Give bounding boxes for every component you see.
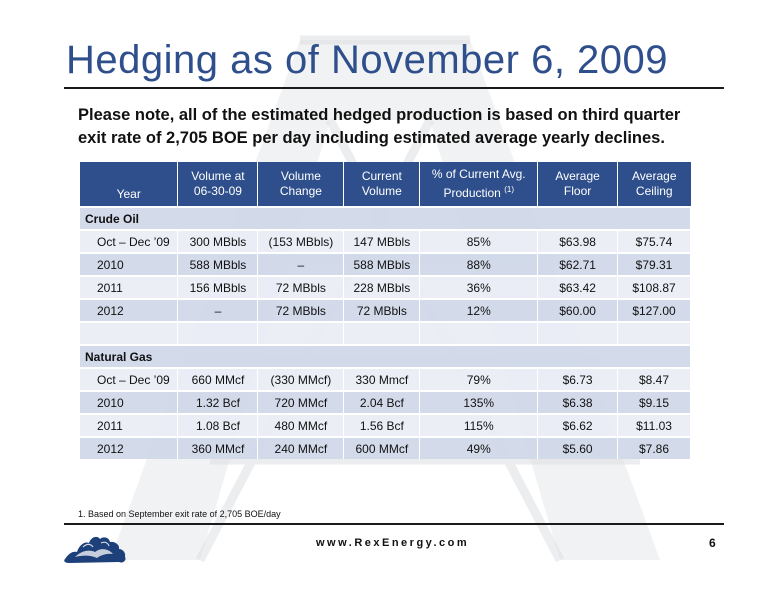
cell-average-floor: $63.98 (538, 230, 618, 253)
cell-volume-change: 720 MMcf (258, 391, 344, 414)
cell-average-floor: $6.62 (538, 414, 618, 437)
cell-average-floor: $6.73 (538, 368, 618, 391)
cell-volume-change: 72 MBbls (258, 299, 344, 322)
cell-volume-change: (153 MBbls) (258, 230, 344, 253)
cell-volume-at: 1.32 Bcf (178, 391, 258, 414)
cell-current-volume: 1.56 Bcf (344, 414, 420, 437)
cell-current-volume: 72 MBbls (344, 299, 420, 322)
cell-year: 2010 (80, 253, 178, 276)
cell-pct-production: 85% (420, 230, 538, 253)
empty-cell (80, 322, 178, 345)
empty-cell (258, 322, 344, 345)
cell-average-floor: $62.71 (538, 253, 618, 276)
table-row (80, 437, 691, 459)
cell-volume-at: – (178, 299, 258, 322)
empty-cell (420, 322, 538, 345)
cell-volume-at: 588 MBbls (178, 253, 258, 276)
cell-year: Oct – Dec ’09 (80, 368, 178, 391)
empty-cell (178, 322, 258, 345)
cell-average-ceiling: $127.00 (618, 299, 691, 322)
header-volume-at: Volume at 06-30-09 (178, 162, 258, 207)
empty-cell (344, 322, 420, 345)
empty-cell (618, 322, 691, 345)
cell-average-ceiling: $75.74 (618, 230, 691, 253)
cell-pct-production: 88% (420, 253, 538, 276)
hedging-table (80, 162, 691, 459)
production-note: Please note, all of the estimated hedged production is based on third quarter exit rate of 2,705 BOE per day including estimated average yearly declines. (78, 106, 681, 147)
cell-average-ceiling: $7.86 (618, 437, 691, 459)
section-label: Crude Oil (80, 207, 691, 230)
cell-average-ceiling: $9.15 (618, 391, 691, 414)
spacer-row (80, 322, 691, 345)
cell-volume-at: 156 MBbls (178, 276, 258, 299)
table-header-row (80, 162, 691, 207)
title-divider (64, 87, 724, 89)
website-url: www.RexEnergy.com (316, 537, 470, 549)
cell-year: 2011 (80, 276, 178, 299)
table-row (80, 414, 691, 437)
page-title: Hedging as of November 6, 2009 (66, 38, 669, 82)
empty-cell (538, 322, 618, 345)
cell-volume-at: 660 MMcf (178, 368, 258, 391)
cell-volume-change: – (258, 253, 344, 276)
cell-average-floor: $60.00 (538, 299, 618, 322)
cell-volume-at: 300 MBbls (178, 230, 258, 253)
table-row (80, 299, 691, 322)
cell-volume-change: 480 MMcf (258, 414, 344, 437)
cell-volume-at: 1.08 Bcf (178, 414, 258, 437)
header-pct-production: % of Current Avg. Production $^{(1)}$ (420, 162, 538, 207)
header-average-floor: Average Floor (538, 162, 618, 207)
header-volume-change: Volume Change (258, 162, 344, 207)
cell-average-ceiling: $108.87 (618, 276, 691, 299)
cell-average-ceiling: $11.03 (618, 414, 691, 437)
cell-year: 2012 (80, 437, 178, 459)
cell-year: 2011 (80, 414, 178, 437)
cell-current-volume: 2.04 Bcf (344, 391, 420, 414)
footnote: 1. Based on September exit rate of 2,705 BOE/day (78, 509, 281, 519)
cell-pct-production: 115% (420, 414, 538, 437)
section-row-natural-gas (80, 345, 691, 368)
cell-average-floor: $6.38 (538, 391, 618, 414)
cell-year: 2012 (80, 299, 178, 322)
cell-year: 2010 (80, 391, 178, 414)
cell-average-floor: $63.42 (538, 276, 618, 299)
table-row (80, 368, 691, 391)
cell-current-volume: 600 MMcf (344, 437, 420, 459)
cell-current-volume: 228 MBbls (344, 276, 420, 299)
cell-current-volume: 147 MBbls (344, 230, 420, 253)
cell-current-volume: 588 MBbls (344, 253, 420, 276)
cell-volume-change: (330 MMcf) (258, 368, 344, 391)
rex-energy-logo (63, 527, 129, 567)
section-row-crude-oil (80, 207, 691, 230)
cell-pct-production: 135% (420, 391, 538, 414)
cell-volume-at: 360 MMcf (178, 437, 258, 459)
header-average-ceiling: Average Ceiling (618, 162, 691, 207)
footer-divider (64, 523, 724, 525)
cell-average-ceiling: $79.31 (618, 253, 691, 276)
section-label: Natural Gas (80, 345, 691, 368)
cell-current-volume: 330 Mmcf (344, 368, 420, 391)
cell-pct-production: 12% (420, 299, 538, 322)
page-number: 6 (709, 536, 716, 550)
cell-pct-production: 49% (420, 437, 538, 459)
cell-average-floor: $5.60 (538, 437, 618, 459)
cell-volume-change: 240 MMcf (258, 437, 344, 459)
cell-year: Oct – Dec ’09 (80, 230, 178, 253)
header-year: Year (80, 162, 178, 207)
cell-volume-change: 72 MBbls (258, 276, 344, 299)
table-row (80, 391, 691, 414)
table-row (80, 230, 691, 253)
table-row (80, 253, 691, 276)
header-current-volume: Current Volume (344, 162, 420, 207)
cell-pct-production: 79% (420, 368, 538, 391)
cell-average-ceiling: $8.47 (618, 368, 691, 391)
table-row (80, 276, 691, 299)
cell-pct-production: 36% (420, 276, 538, 299)
